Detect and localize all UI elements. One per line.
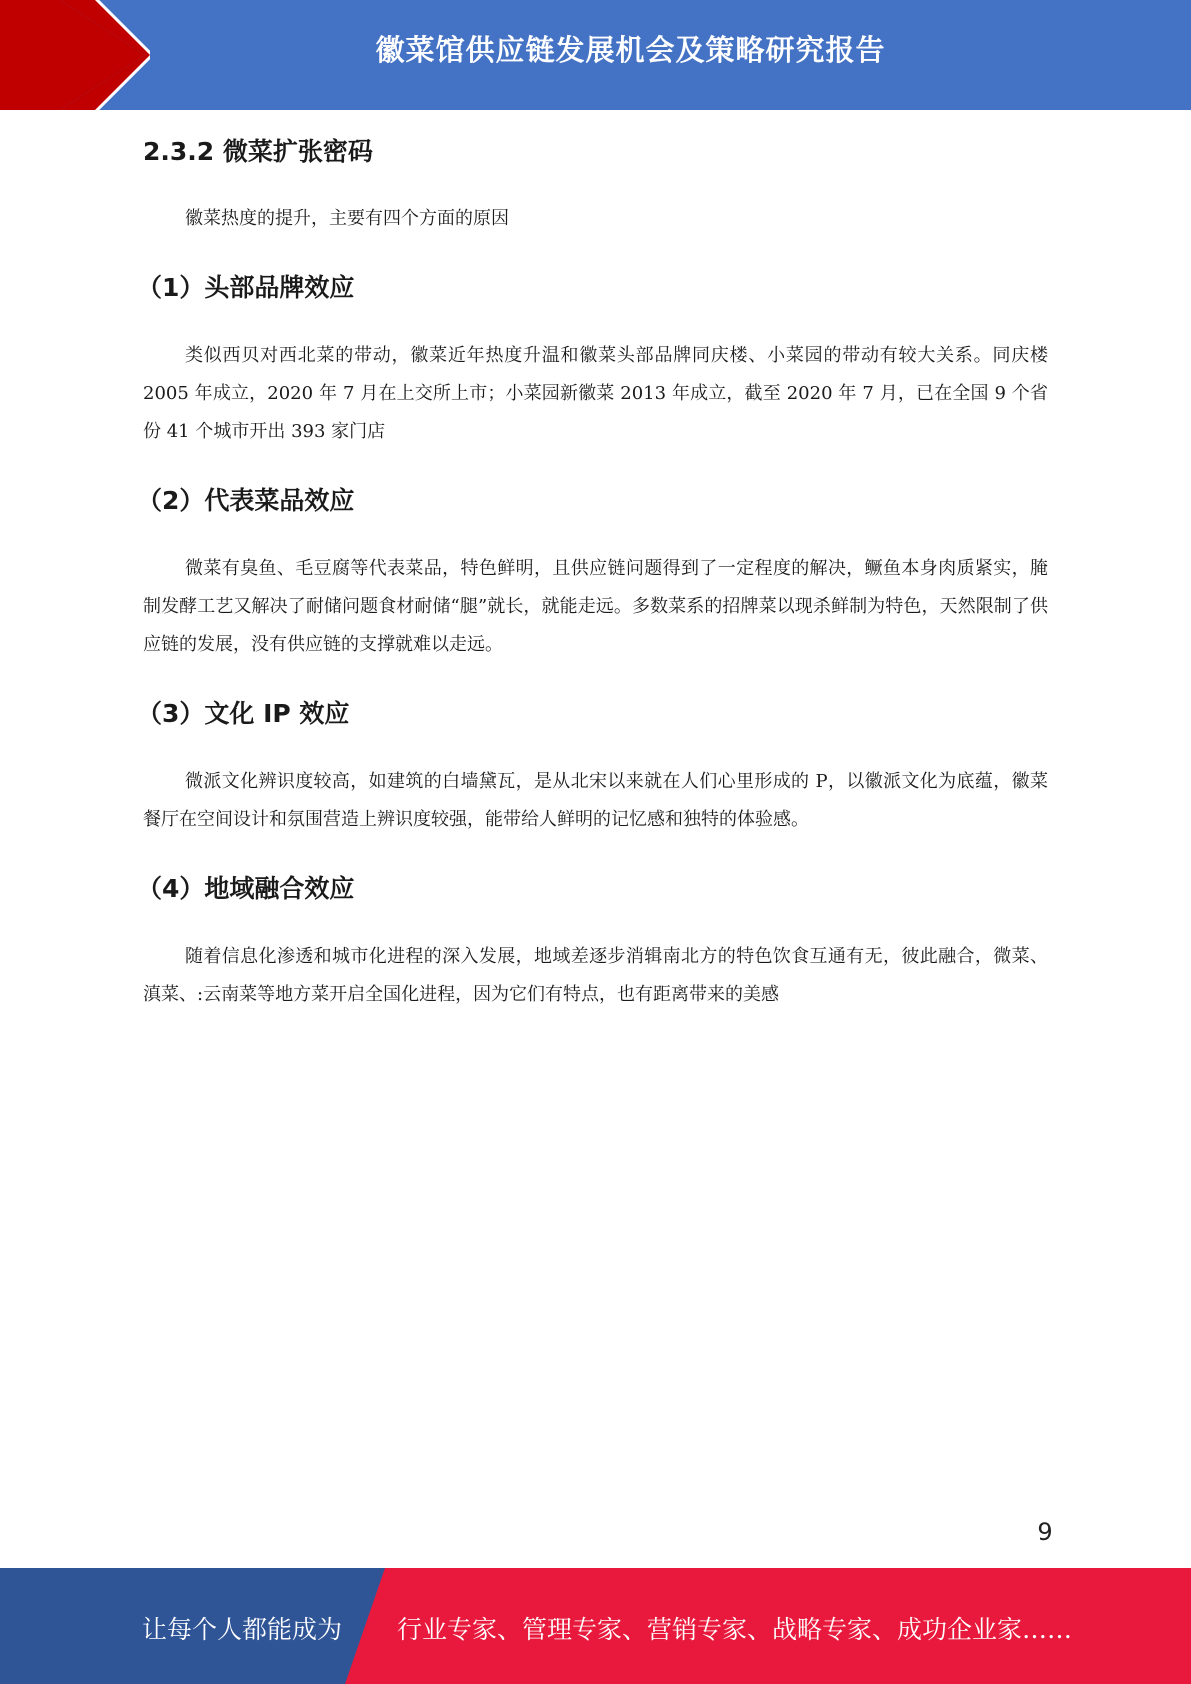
- subsection-paragraph-2: 微菜有臭鱼、毛豆腐等代表菜品，特色鲜明，且供应链问题得到了一定程度的解决，鳜鱼本身肉质紧实，腌制发酵工艺又解决了耐储问题食材耐储“腿”就长，就能走远。多数菜系的招牌菜以现杀鲜制为特色，天然限制了供应链的发展，没有供应链的支撑就难以走远。: [143, 558, 1048, 655]
- section-heading: 2.3.2 微菜扩张密码: [143, 137, 373, 166]
- footer-slogan-left: 让每个人都能成为: [142, 1615, 343, 1644]
- subsection-heading-4: （4）地域融合效应: [137, 874, 355, 903]
- subsection-paragraph-4: 随着信息化渗透和城市化进程的深入发展，地域差逐步消辑南北方的特色饮食互通有无，彼此融合，微菜、滇菜、:云南菜等地方菜开启全国化进程，因为它们有特点，也有距离带来的美感: [143, 946, 1048, 1005]
- page-content: [137, 122, 1048, 1014]
- page-number: 9: [1037, 1518, 1053, 1546]
- subsection-heading-2: （2）代表菜品效应: [137, 486, 355, 515]
- section-intro: 徽菜热度的提升，主要有四个方面的原因: [185, 208, 509, 229]
- subsection-heading-1: （1）头部品牌效应: [137, 273, 355, 302]
- subsection-paragraph-1: 类似西贝对西北菜的带动，徽菜近年热度升温和徽菜头部品牌同庆楼、小菜园的带动有较大关系。同庆楼 2005 年成立，2020 年 7 月在上交所上市；小菜园新徽菜 2013 年成立，截至 2020 年 7 月，已在全国 9 个省份 41 个城市开出 393 家门店: [143, 345, 1048, 442]
- subsection-heading-3: （3）文化 IP 效应: [137, 699, 350, 728]
- page-header: [0, 0, 1191, 110]
- footer-slogan-right: 行业专家、管理专家、营销专家、战略专家、成功企业家……: [397, 1615, 1073, 1644]
- subsection-paragraph-3: 微派文化辨识度较高，如建筑的白墙黛瓦，是从北宋以来就在人们心里形成的 P，以徽派文化为底蕴，徽菜餐厅在空间设计和氛围营造上辨识度较强，能带给人鲜明的记忆感和独特的体验感。: [143, 771, 1048, 830]
- page-footer: [0, 1568, 1191, 1684]
- report-title: 徽菜馆供应链发展机会及策略研究报告: [375, 33, 886, 67]
